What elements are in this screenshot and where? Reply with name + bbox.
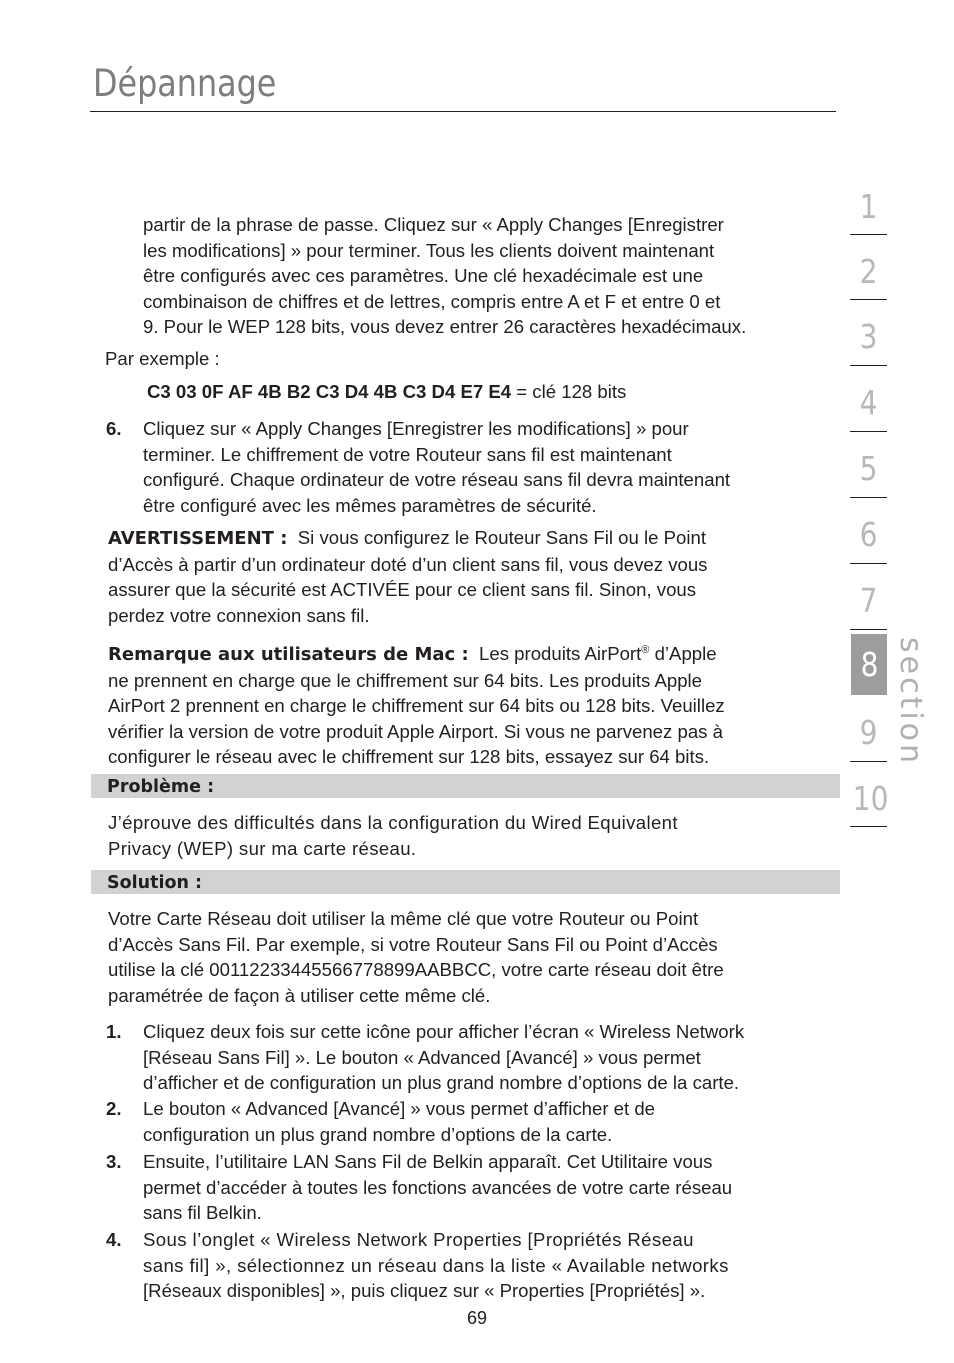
mac-note-first-line-end: d’Apple [649, 643, 717, 665]
section-link-3[interactable]: 3 [859, 317, 878, 356]
warning-paragraph [108, 525, 707, 628]
warning-label: AVERTISSEMENT : [108, 528, 288, 549]
text-line: Privacy (WEP) sur ma carte réseau. [108, 837, 417, 859]
mac-note-paragraph [108, 638, 725, 770]
text-line: [Réseaux disponibles] », puis cliquez sur « Properties [Propriétés] ». [143, 1280, 706, 1301]
step-1-text [143, 1019, 744, 1096]
section-divider [850, 365, 887, 366]
step-6-text [143, 416, 730, 518]
section-divider [850, 826, 887, 827]
text-line: Ensuite, l’utilitaire LAN Sans Fil de Belkin apparaît. Cet Utilitaire vous [143, 1151, 713, 1172]
text-line: assurer que la sécurité est ACTIVÉE pour ce client sans fil. Sinon, vous [108, 579, 697, 600]
example-key-suffix: = clé 128 bits [511, 381, 627, 402]
text-line: permet d’accéder à toutes les fonctions avancées de votre carte réseau [143, 1176, 733, 1198]
solution-heading-bar [91, 870, 840, 894]
section-divider [850, 497, 887, 498]
step-number: 4. [106, 1229, 122, 1250]
text-line: sans fil Belkin. [143, 1202, 262, 1223]
text-line: configuré. Chaque ordinateur de votre réseau sans fil devra maintenant [143, 469, 731, 490]
section-divider [850, 431, 887, 432]
step-number: 2. [106, 1098, 122, 1119]
text-line: être configurés avec ces paramètres. Une clé hexadécimale est une [143, 265, 704, 286]
section-link-5[interactable]: 5 [859, 449, 878, 488]
solution-heading: Solution : [107, 873, 203, 893]
text-line: sans fil] », sélectionnez un réseau dans la liste « Available networks [143, 1254, 729, 1276]
example-key: C3 03 0F AF 4B B2 C3 D4 4B C3 D4 E7 E4 [147, 381, 512, 402]
section-link-8-current[interactable] [851, 634, 887, 695]
problem-heading-bar [91, 774, 840, 798]
text-line: vérifier la version de votre produit Apple Airport. Si vous ne parvenez pas à [108, 720, 723, 742]
text-line: utilise la clé 00112233445566778899AABBCC, votre carte réseau doit être [108, 959, 724, 980]
text-line: Cliquez deux fois sur cette icône pour afficher l’écran « Wireless Network [143, 1021, 745, 1042]
step-3-text [143, 1149, 732, 1226]
text-line: paramétrée de façon à utiliser cette même clé. [108, 984, 491, 1006]
step-2-text [143, 1096, 655, 1147]
text-line: d’Accès à partir d’un ordinateur doté d’un client sans fil, vous devez vous [108, 553, 708, 575]
text-line: configuration un plus grand nombre d’options de la carte. [143, 1123, 613, 1145]
text-line: Sous l’onglet « Wireless Network Properties [Propriétés Réseau [143, 1229, 694, 1250]
current-section-number: 8 [860, 645, 879, 684]
text-line: Cliquez sur « Apply Changes [Enregistrer les modifications] » pour [143, 418, 689, 439]
problem-heading: Problème : [107, 777, 215, 797]
section-label: section [893, 637, 928, 767]
text-line: perdez votre connexion sans fil. [108, 604, 370, 626]
step-number: 1. [106, 1021, 122, 1042]
text-line: terminer. Le chiffrement de votre Routeur sans fil est maintenant [143, 443, 672, 465]
section-divider [850, 234, 887, 235]
step-number: 3. [106, 1151, 122, 1172]
section-divider [850, 299, 887, 300]
section-link-2[interactable]: 2 [859, 252, 878, 291]
section-link-7[interactable]: 7 [859, 581, 878, 620]
section-divider [850, 629, 887, 630]
section-link-10[interactable]: 10 [852, 779, 889, 818]
section-link-1[interactable]: 1 [859, 187, 878, 226]
section-link-9[interactable]: 9 [859, 713, 878, 752]
text-line: d’Accès Sans Fil. Par exemple, si votre Routeur Sans Fil ou Point d’Accès [108, 933, 718, 955]
section-divider [850, 761, 887, 762]
step-number: 6. [106, 418, 122, 439]
mac-note-first-line: Les produits AirPort [479, 643, 642, 665]
text-line: les modifications] » pour terminer. Tous les clients doivent maintenant [143, 239, 715, 261]
solution-text [108, 906, 724, 1008]
text-line [108, 525, 707, 552]
step-4-text [143, 1227, 729, 1304]
section-link-4[interactable]: 4 [859, 383, 878, 422]
text-line: combinaison de chiffres et de lettres, compris entre A et F et entre 0 et [143, 290, 721, 312]
page-title: Dépannage [93, 62, 277, 105]
intro-paragraph [143, 212, 746, 340]
warning-first-line: Si vous configurez le Routeur Sans Fil ou le Point [297, 527, 706, 548]
text-line: 9. Pour le WEP 128 bits, vous devez entrer 26 caractères hexadécimaux. [143, 316, 747, 337]
text-line: J’éprouve des difficultés dans la configuration du Wired Equivalent [108, 812, 678, 833]
example-key-line [147, 379, 626, 405]
title-divider [90, 111, 836, 112]
page-number: 69 [466, 1308, 488, 1328]
text-line: Votre Carte Réseau doit utiliser la même clé que votre Routeur ou Point [108, 908, 699, 929]
registered-mark: ® [641, 644, 650, 656]
section-divider [850, 563, 887, 564]
text-line: d’afficher et de configuration un plus grand nombre d’options de la carte. [143, 1072, 740, 1093]
text-line: être configuré avec les mêmes paramètres de sécurité. [143, 494, 597, 516]
text-line: ne prennent en charge que le chiffrement sur 64 bits. Les produits Apple [108, 669, 703, 691]
text-line [108, 638, 725, 668]
text-line: configurer le réseau avec le chiffrement sur 128 bits, essayez sur 64 bits. [108, 746, 710, 768]
problem-text [108, 810, 678, 861]
section-link-6[interactable]: 6 [859, 515, 878, 554]
text-line: Le bouton « Advanced [Avancé] » vous permet d’afficher et de [143, 1098, 656, 1119]
text-line: AirPort 2 prennent en charge le chiffrement sur 64 bits ou 128 bits. Veuillez [108, 695, 725, 717]
example-label: Par exemple : [105, 348, 220, 369]
text-line: partir de la phrase de passe. Cliquez sur « Apply Changes [Enregistrer [143, 214, 724, 235]
mac-note-label: Remarque aux utilisateurs de Mac : [108, 644, 469, 666]
text-line: [Réseau Sans Fil] ». Le bouton « Advanced [Avancé] » vous permet [143, 1046, 701, 1068]
